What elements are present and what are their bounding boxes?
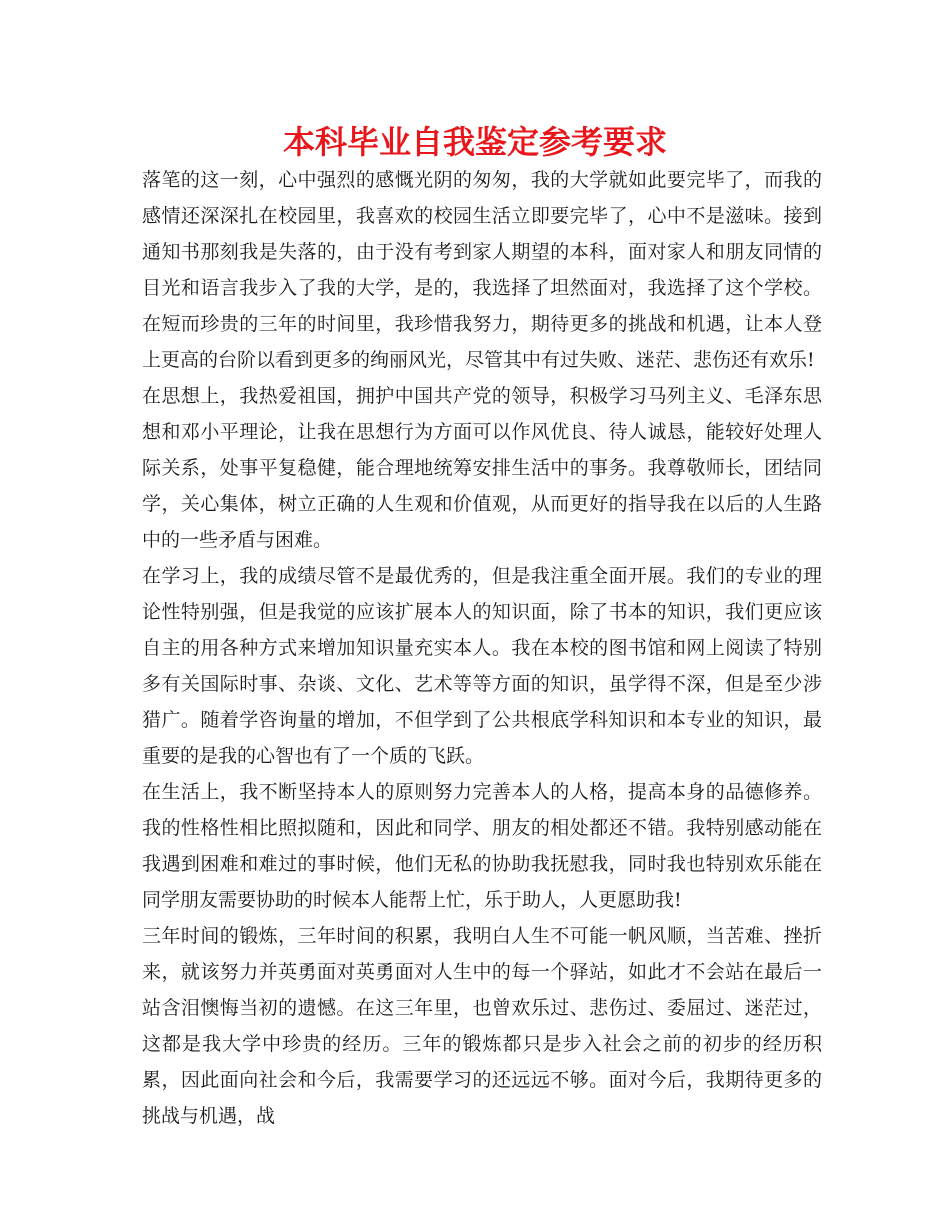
paragraph-intro: 落笔的这一刻，心中强烈的感慨光阴的匆匆，我的大学就如此要完毕了，而我的感情还深深扎在校园里，我喜欢的校园生活立即要完毕了，心中不是滋味。接到通知书那刻我是失落的，由于没有考到家人期望的本科，面对家人和朋友同情的目光和语言我步入了我的大学，是的，我选择了坦然面对，我选择了这个学校。在短而珍贵的三年的时间里，我珍惜我努力，期待更多的挑战和机遇，让本人登上更高的台阶以看到更多的绚丽风光，尽管其中有过失败、迷茫、悲伤还有欢乐! (142, 169, 822, 371)
document-title: 本科毕业自我鉴定参考要求 (282, 123, 667, 161)
paragraph-life: 在生活上，我不断坚持本人的原则努力完善本人的人格，提高本身的品德修养。我的性格性相比照拟随和，因此和同学、朋友的相处都还不错。我特别感动能在我遇到困难和难过的事时候，他们无私的协助我抚慰我，同时我也特别欢乐能在同学朋友需要协助的时候本人能帮上忙，乐于助人，人更愿助我! (142, 781, 822, 911)
paragraph-thought: 在思想上，我热爱祖国，拥护中国共产党的领导，积极学习马列主义、毛泽东思想和邓小平理论，让我在思想行为方面可以作风优良、待人诚恳，能较好处理人际关系，处事平复稳健，能合理地统筹安排生活中的事务。我尊敬师长，团结同学，关心集体，树立正确的人生观和价值观，从而更好的指导我在以后的人生路中的一些矛盾与困难。 (142, 385, 822, 551)
paragraph-study: 在学习上，我的成绩尽管不是最优秀的，但是我注重全面开展。我们的专业的理论性特别强，但是我觉的应该扩展本人的知识面，除了书本的知识，我们更应该自主的用各种方式来增加知识量充实本人。我在本校的图书馆和网上阅读了特别多有关国际时事、杂谈、文化、艺术等等方面的知识，虽学得不深，但是至少涉猎广。随着学咨询量的增加，不但学到了公共根底学科知识和本专业的知识，最重要的是我的心智也有了一个质的飞跃。 (142, 565, 822, 767)
paragraph-summary: 三年时间的锻炼，三年时间的积累，我明白人生不可能一帆风顺，当苦难、挫折来，就该努力并英勇面对英勇面对人生中的每一个驿站，如此才不会站在最后一站含泪懊悔当初的遗憾。在这三年里，也曾欢乐过、悲伤过、委屈过、迷茫过，这都是我大学中珍贵的经历。三年的锻炼都只是步入社会之前的初步的经历积累，因此面向社会和今后，我需要学习的还远远不够。面对今后，我期待更多的挑战与机遇，战 (142, 925, 822, 1127)
document-body (142, 162, 822, 1134)
